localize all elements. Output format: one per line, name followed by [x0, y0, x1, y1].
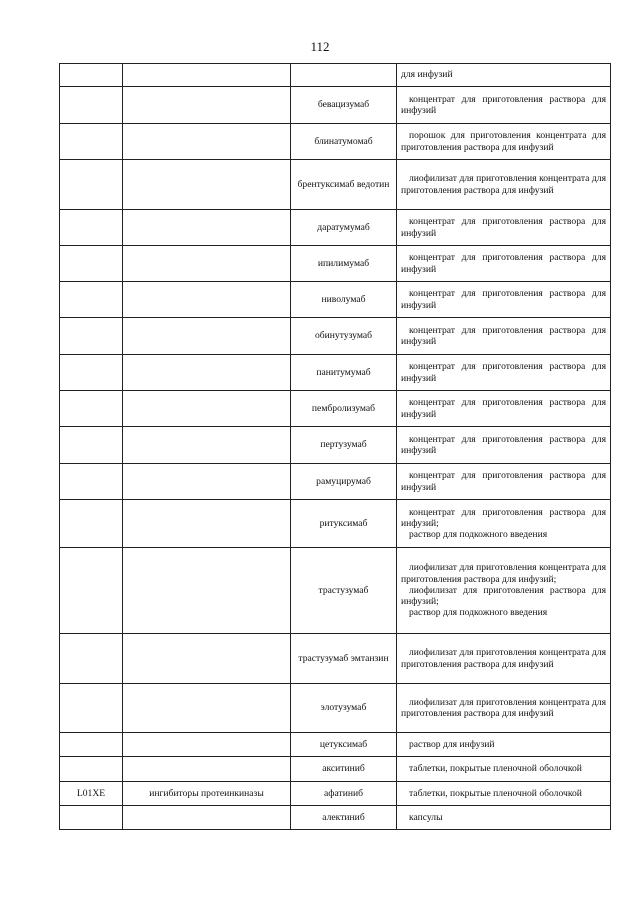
- table-row: [60, 427, 611, 464]
- pharmacological-group-cell: [123, 806, 291, 830]
- drug-name-cell: бевацизумаб: [291, 87, 397, 124]
- table-row: [60, 684, 611, 733]
- table-row: [60, 282, 611, 318]
- table-row: [60, 210, 611, 246]
- dosage-form-text: порошок для приготовления концентрата для приготовления раствора для инфузий: [401, 130, 606, 153]
- atc-code-cell: [60, 757, 123, 782]
- dosage-form-text: лиофилизат для приготовления концентрата для приготовления раствора для инфузий: [401, 647, 606, 670]
- dosage-form-cell: [397, 160, 611, 210]
- atc-code-cell: [60, 355, 123, 391]
- table-row: [60, 548, 611, 634]
- pharmacological-group-cell: [123, 500, 291, 548]
- pharmacological-group-cell: [123, 757, 291, 782]
- pharmacological-group-cell: [123, 87, 291, 124]
- drug-name-cell: ипилимумаб: [291, 246, 397, 282]
- drug-name-cell: цетуксимаб: [291, 733, 397, 757]
- dosage-form-text: концентрат для приготовления раствора для инфузий: [401, 288, 606, 311]
- dosage-form-text: капсулы: [409, 811, 443, 823]
- pharmacological-group-cell: [123, 634, 291, 684]
- drug-name-cell: трастузумаб эмтанзин: [291, 634, 397, 684]
- atc-code-cell: [60, 124, 123, 160]
- pharmacological-group-cell: [123, 210, 291, 246]
- table-row: [60, 64, 611, 87]
- dosage-form-text: концентрат для приготовления раствора для инфузий: [401, 216, 606, 239]
- dosage-form-text: концентрат для приготовления раствора для инфузий: [401, 433, 606, 456]
- table-row: [60, 500, 611, 548]
- drug-name-cell: пембролизумаб: [291, 391, 397, 427]
- pharmacological-group-cell: [123, 464, 291, 500]
- pharmacological-group-cell: [123, 355, 291, 391]
- drug-name-cell: ниволумаб: [291, 282, 397, 318]
- atc-code-cell: [60, 500, 123, 548]
- atc-code-cell: [60, 160, 123, 210]
- dosage-form-text: концентрат для приготовления раствора для инфузий: [401, 324, 606, 347]
- pharmacological-group-cell: [123, 282, 291, 318]
- table-row: [60, 782, 611, 806]
- drug-name-cell: пертузумаб: [291, 427, 397, 464]
- dosage-form-text: таблетки, покрытые пленочной оболочкой: [409, 763, 582, 775]
- dosage-form-cell: [397, 210, 611, 246]
- table-row: [60, 246, 611, 282]
- table-row: [60, 124, 611, 160]
- pharmacological-group-cell: [123, 160, 291, 210]
- dosage-form-cell: [397, 757, 611, 782]
- atc-code-cell: [60, 733, 123, 757]
- drug-name-cell: [291, 64, 397, 87]
- dosage-form-cell: [397, 282, 611, 318]
- atc-code-cell: [60, 391, 123, 427]
- atc-code-cell: L01XE: [60, 782, 123, 806]
- atc-code-cell: [60, 806, 123, 830]
- drug-name-cell: трастузумаб: [291, 548, 397, 634]
- dosage-form-cell: [397, 64, 611, 87]
- dosage-form-cell: [397, 548, 611, 634]
- dosage-form-cell: [397, 246, 611, 282]
- dosage-form-text: концентрат для приготовления раствора для инфузий: [401, 252, 606, 275]
- dosage-form-cell: [397, 806, 611, 830]
- dosage-form-text: концентрат для приготовления раствора для инфузий: [401, 93, 606, 116]
- dosage-form-cell: [397, 124, 611, 160]
- atc-code-cell: [60, 318, 123, 355]
- dosage-form-cell: [397, 87, 611, 124]
- drug-name-cell: панитумумаб: [291, 355, 397, 391]
- atc-code-cell: [60, 87, 123, 124]
- drug-table: [59, 63, 611, 830]
- drug-name-cell: обинутузумаб: [291, 318, 397, 355]
- drug-name-cell: афатиниб: [291, 782, 397, 806]
- dosage-form-cell: [397, 355, 611, 391]
- drug-name-cell: ритуксимаб: [291, 500, 397, 548]
- atc-code-cell: [60, 684, 123, 733]
- dosage-form-text: таблетки, покрытые пленочной оболочкой: [409, 787, 582, 799]
- table-row: [60, 318, 611, 355]
- pharmacological-group-cell: [123, 391, 291, 427]
- atc-code-cell: [60, 210, 123, 246]
- pharmacological-group-cell: ингибиторы протеинкиназы: [123, 782, 291, 806]
- dosage-form-cell: [397, 391, 611, 427]
- drug-name-cell: блинатумомаб: [291, 124, 397, 160]
- dosage-form-text: концентрат для приготовления раствора для инфузий: [401, 470, 606, 493]
- dosage-form-cell: [397, 684, 611, 733]
- dosage-form-cell: [397, 782, 611, 806]
- dosage-form-cell: [397, 464, 611, 500]
- atc-code-cell: [60, 64, 123, 87]
- dosage-form-text: раствор для инфузий: [409, 738, 495, 750]
- table-row: [60, 391, 611, 427]
- pharmacological-group-cell: [123, 427, 291, 464]
- dosage-form-text: лиофилизат для приготовления концентрата для приготовления раствора для инфузий;: [401, 562, 606, 585]
- dosage-form-cell: [397, 427, 611, 464]
- dosage-form-text: лиофилизат для приготовления раствора для инфузий;: [401, 584, 606, 608]
- dosage-form-text: лиофилизат для приготовления концентрата для приготовления раствора для инфузий: [401, 696, 606, 719]
- atc-code-cell: [60, 282, 123, 318]
- atc-code-cell: [60, 634, 123, 684]
- table-row: [60, 160, 611, 210]
- dosage-form-text: концентрат для приготовления раствора для инфузий;: [401, 506, 606, 529]
- table-row: [60, 464, 611, 500]
- table-row: [60, 87, 611, 124]
- dosage-form-text: для инфузий: [401, 69, 453, 81]
- page-number: 112: [310, 39, 330, 54]
- dosage-form-cell: [397, 500, 611, 548]
- dosage-form-text: лиофилизат для приготовления концентрата для приготовления раствора для инфузий: [401, 173, 606, 196]
- pharmacological-group-cell: [123, 733, 291, 757]
- pharmacological-group-cell: [123, 246, 291, 282]
- dosage-form-cell: [397, 733, 611, 757]
- atc-code-cell: [60, 548, 123, 634]
- table-row: [60, 355, 611, 391]
- drug-name-cell: даратумумаб: [291, 210, 397, 246]
- drug-name-cell: акситиниб: [291, 757, 397, 782]
- drug-name-cell: алектиниб: [291, 806, 397, 830]
- dosage-form-text: раствор для подкожного введения: [409, 607, 548, 619]
- drug-name-cell: брентуксимаб ведотин: [291, 160, 397, 210]
- pharmacological-group-cell: [123, 318, 291, 355]
- dosage-form-cell: [397, 318, 611, 355]
- table-row: [60, 733, 611, 757]
- pharmacological-group-cell: [123, 124, 291, 160]
- atc-code-cell: [60, 246, 123, 282]
- atc-code-cell: [60, 464, 123, 500]
- table-row: [60, 757, 611, 782]
- table-row: [60, 634, 611, 684]
- pharmacological-group-cell: [123, 684, 291, 733]
- drug-name-cell: рамуцирумаб: [291, 464, 397, 500]
- pharmacological-group-cell: [123, 548, 291, 634]
- table-row: [60, 806, 611, 830]
- dosage-form-text: раствор для подкожного введения: [409, 529, 548, 541]
- dosage-form-text: концентрат для приготовления раствора для инфузий: [401, 361, 606, 384]
- atc-code-cell: [60, 427, 123, 464]
- dosage-form-text: концентрат для приготовления раствора для инфузий: [401, 397, 606, 420]
- pharmacological-group-cell: [123, 64, 291, 87]
- drug-name-cell: элотузумаб: [291, 684, 397, 733]
- dosage-form-cell: [397, 634, 611, 684]
